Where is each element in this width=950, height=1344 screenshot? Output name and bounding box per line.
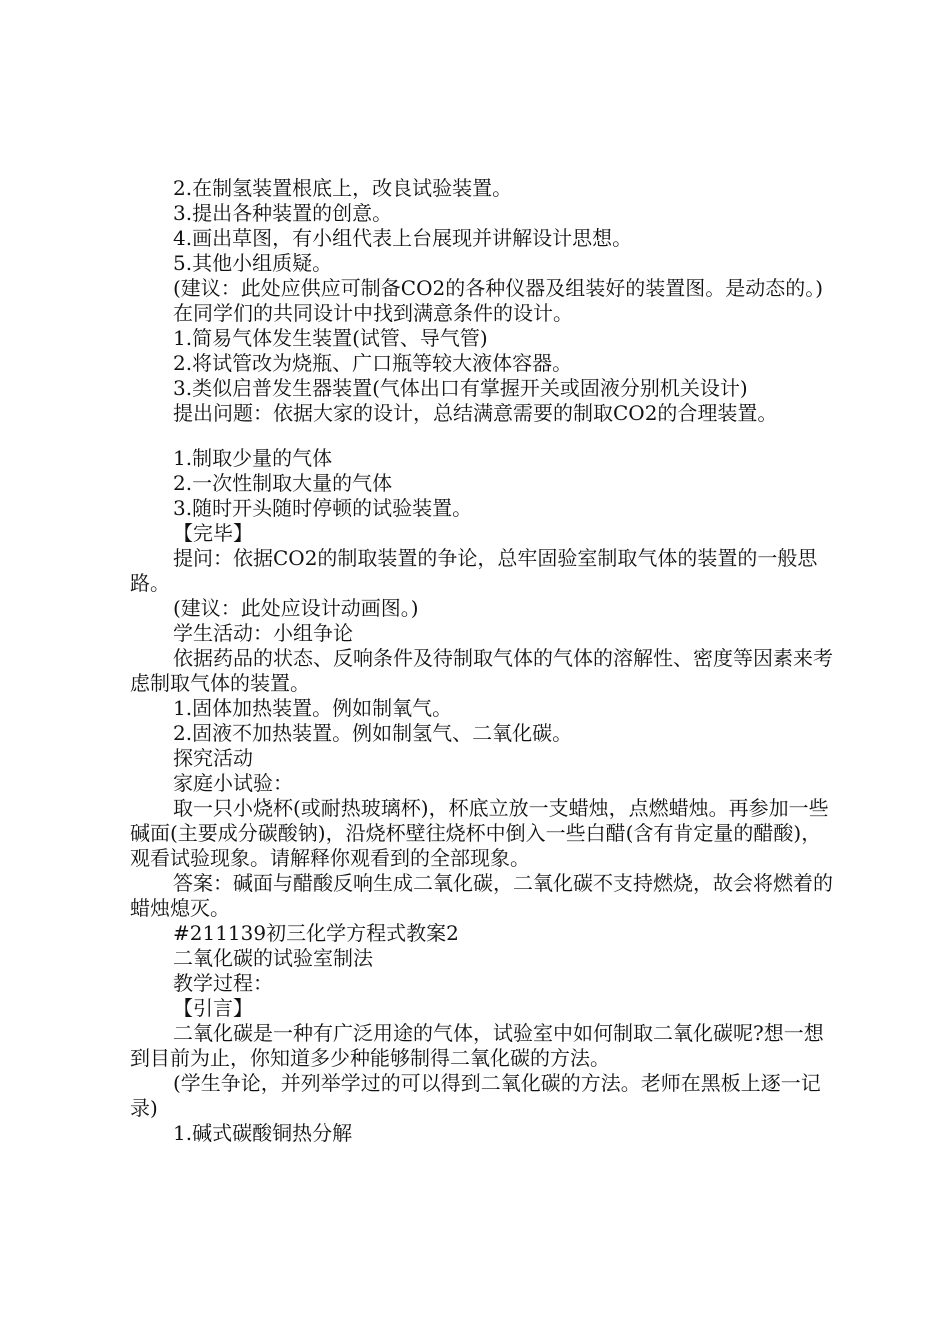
paragraph: 2.固液不加热装置。例如制氢气、二氧化碳。 <box>173 721 573 745</box>
paragraph: 3.提出各种装置的创意。 <box>173 201 393 225</box>
paragraph: 依据药品的状态、反响条件及待制取气体的气体的溶解性、密度等因素来考虑制取气体的装置。 <box>130 646 833 695</box>
paragraph: 2.将试管改为烧瓶、广口瓶等较大液体容器。 <box>173 351 573 375</box>
paragraph: 学生活动：小组争论 <box>173 621 353 645</box>
paragraph: 提问：依据CO2的制取装置的争论，总牢固验室制取气体的装置的一般思路。 <box>130 546 818 595</box>
paragraph: 在同学们的共同设计中找到满意条件的设计。 <box>173 301 573 325</box>
paragraph-spacer <box>130 426 835 446</box>
paragraph: 3.类似启普发生器装置(气体出口有掌握开关或固液分别机关设计) <box>173 376 748 400</box>
paragraph: 3.随时开头随时停顿的试验装置。 <box>173 496 473 520</box>
paragraph: 【引言】 <box>173 996 253 1020</box>
paragraph: (学生争论，并列举学过的可以得到二氧化碳的方法。老师在黑板上逐一记录) <box>130 1071 821 1120</box>
paragraph: (建议：此处应设计动画图。) <box>173 596 419 620</box>
paragraph: 4.画出草图，有小组代表上台展现并讲解设计思想。 <box>173 226 633 250</box>
paragraph: 【完毕】 <box>173 521 253 545</box>
paragraph: 提出问题：依据大家的设计，总结满意需要的制取CO2的合理装置。 <box>173 401 778 425</box>
paragraph: 2.一次性制取大量的气体 <box>173 471 393 495</box>
document-body <box>130 176 835 1146</box>
paragraph: 1.制取少量的气体 <box>173 446 333 470</box>
paragraph: 家庭小试验： <box>173 771 293 795</box>
paragraph: 1.碱式碳酸铜热分解 <box>173 1121 353 1145</box>
paragraph: 2.在制氢装置根底上，改良试验装置。 <box>173 176 513 200</box>
paragraph: 5.其他小组质疑。 <box>173 251 333 275</box>
paragraph: 1.简易气体发生装置(试管、导气管) <box>173 326 488 350</box>
paragraph: 答案：碱面与醋酸反响生成二氧化碳，二氧化碳不支持燃烧，故会将燃着的蜡烛熄灭。 <box>130 871 833 920</box>
paragraph: #211139初三化学方程式教案2 <box>173 921 459 945</box>
paragraph: 探究活动 <box>173 746 253 770</box>
paragraph: (建议：此处应供应可制备CO2的各种仪器及组装好的装置图。是动态的。) <box>173 276 824 300</box>
paragraph: 教学过程： <box>173 971 273 995</box>
paragraph: 二氧化碳是一种有广泛用途的气体，试验室中如何制取二氧化碳呢?想一想到目前为止，你知道多少种能够制得二氧化碳的方法。 <box>130 1021 824 1070</box>
paragraph: 1.固体加热装置。例如制氧气。 <box>173 696 453 720</box>
paragraph: 二氧化碳的试验室制法 <box>173 946 373 970</box>
paragraph: 取一只小烧杯(或耐热玻璃杯)，杯底立放一支蜡烛，点燃蜡烛。再参加一些碱面(主要成分碳酸钠)，沿烧杯壁往烧杯中倒入一些白醋(含有肯定量的醋酸)，观看试验现象。请解释你观看到的全部现象。 <box>130 796 829 870</box>
